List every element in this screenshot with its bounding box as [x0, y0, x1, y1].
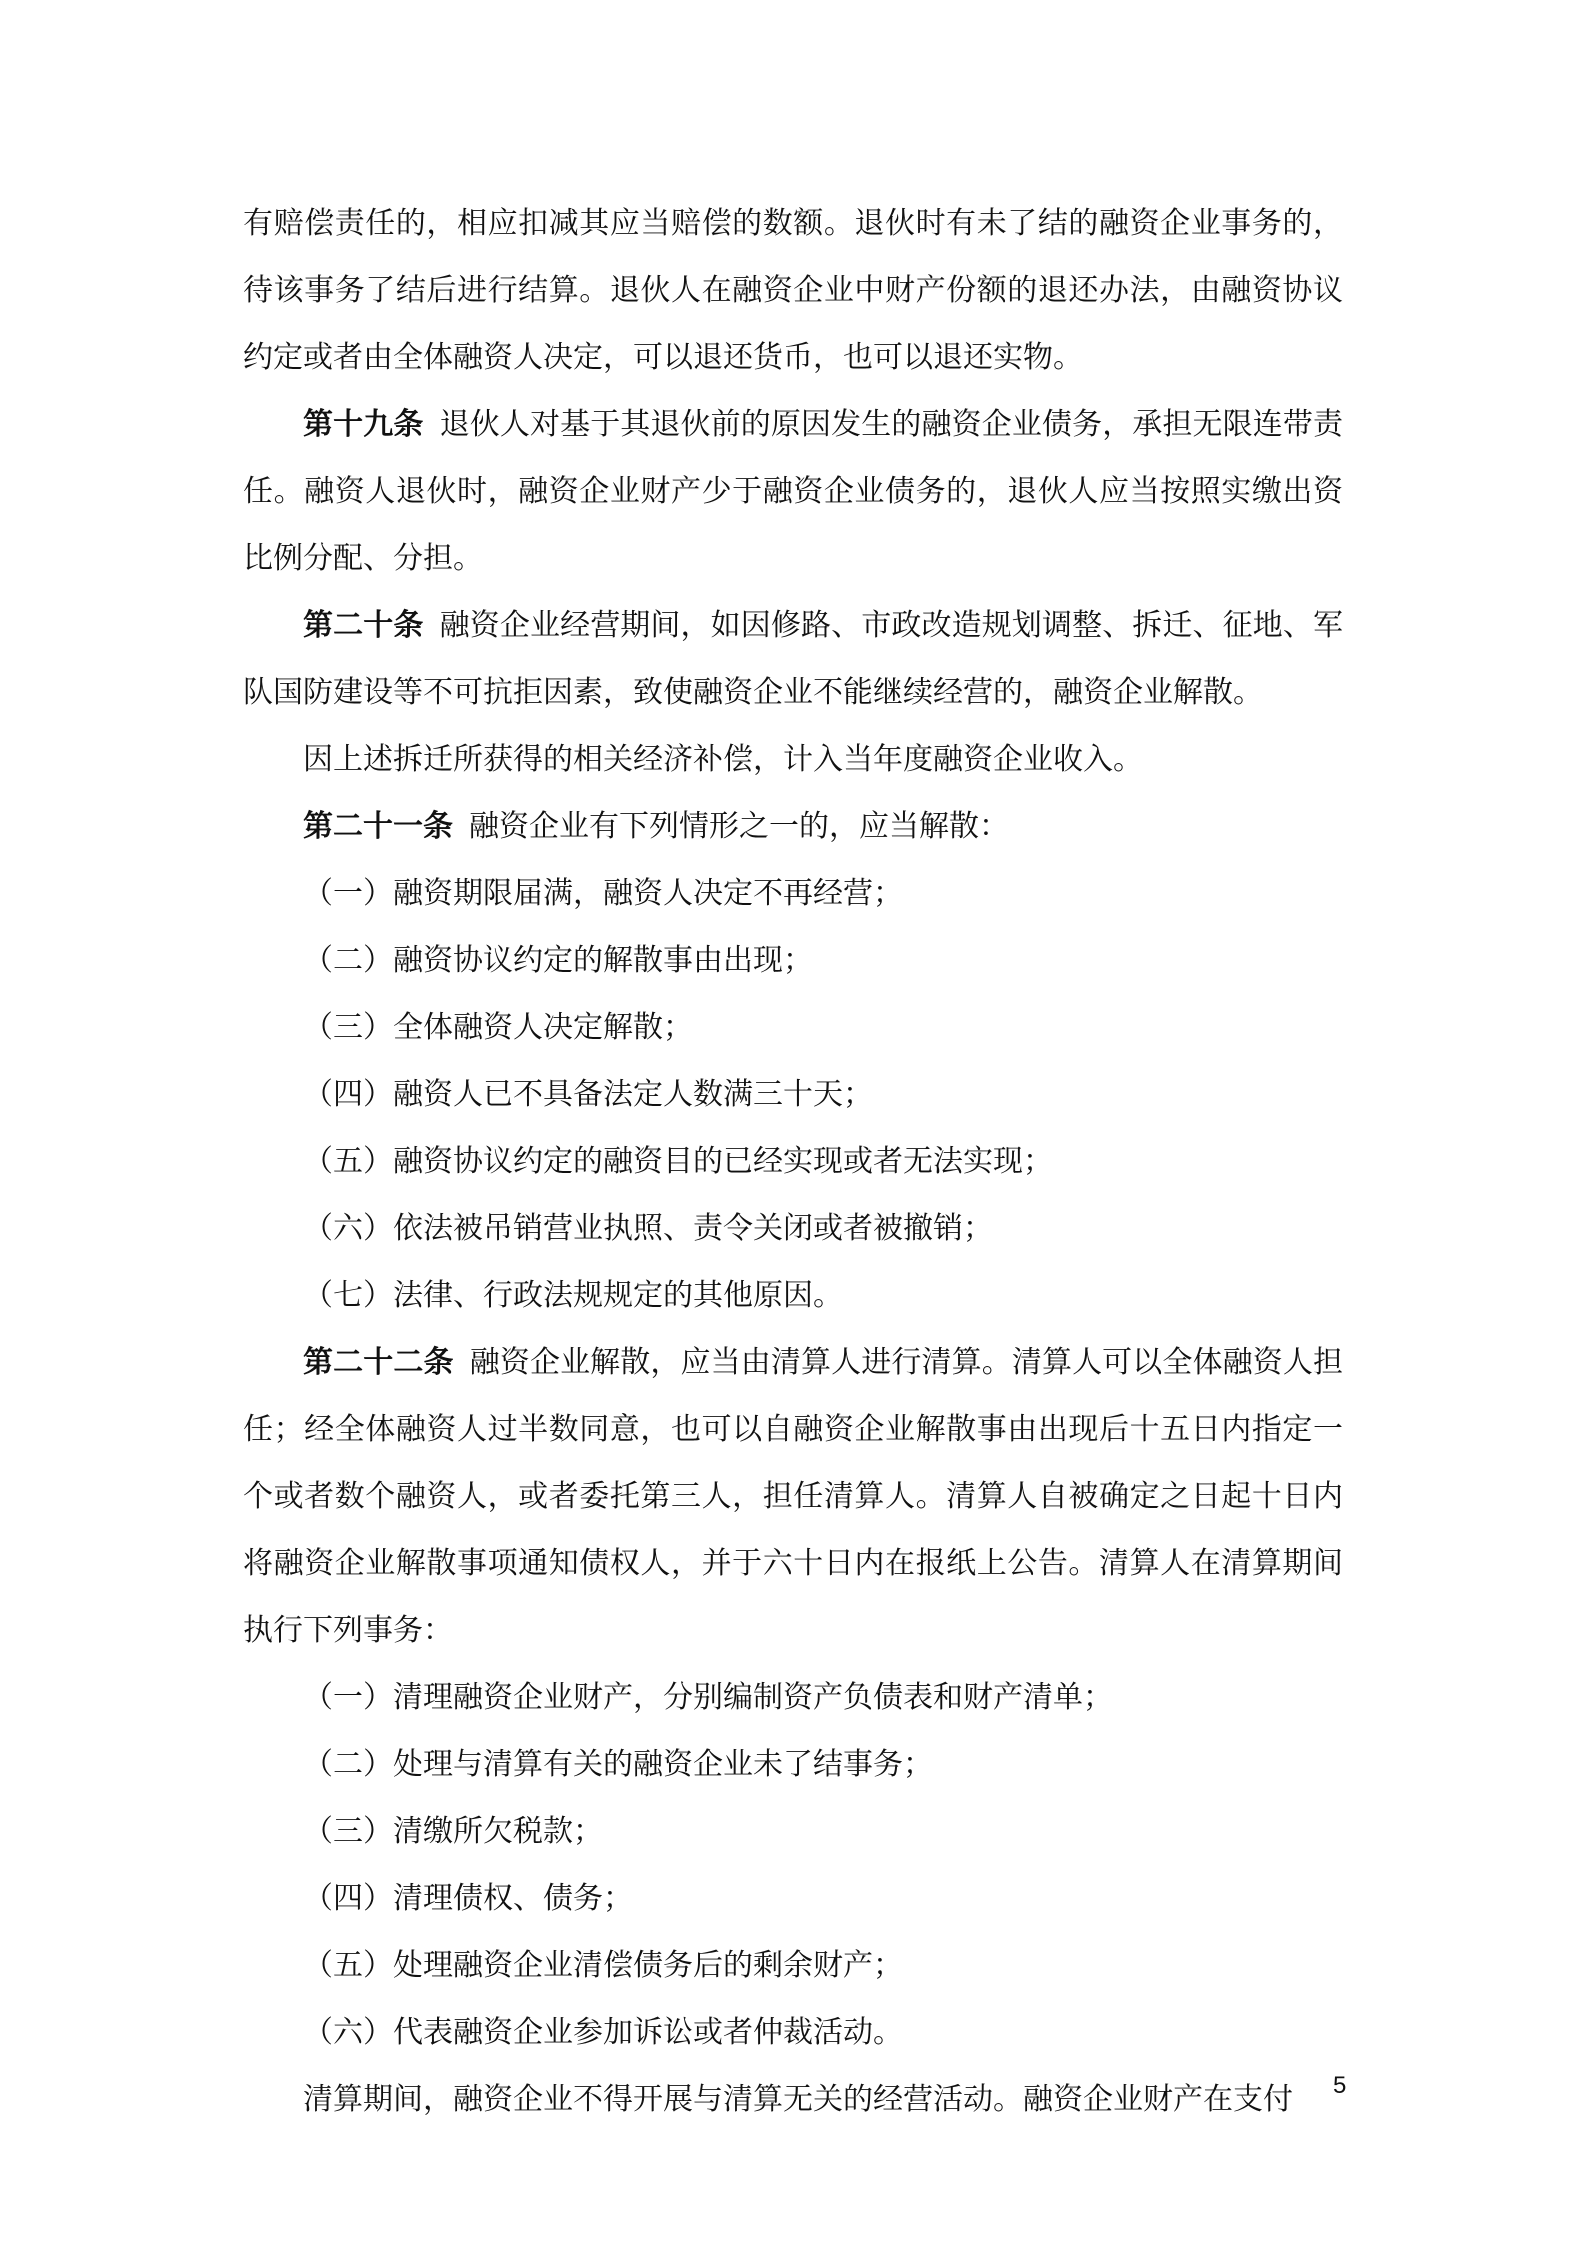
list-item-text: （五）融资协议约定的融资目的已经实现或者无法实现； — [303, 1144, 1053, 1179]
paragraph-text: 清算期间，融资企业不得开展与清算无关的经营活动。融资企业财产在支付 — [303, 2082, 1293, 2117]
list-item — [243, 860, 1343, 927]
list-item-text: （二）融资协议约定的解散事由出现； — [303, 943, 813, 978]
list-item — [243, 1061, 1343, 1128]
paragraph-liquidation-period — [243, 2066, 1343, 2133]
list-item-text: （五）处理融资企业清偿债务后的剩余财产； — [303, 1948, 903, 1983]
list-item-text: （七）法律、行政法规规定的其他原因。 — [303, 1278, 843, 1313]
page-number: 5 — [1333, 2072, 1347, 2099]
list-item-text: （六）代表融资企业参加诉讼或者仲裁活动。 — [303, 2015, 903, 2050]
paragraph-compensation — [243, 726, 1343, 793]
list-item — [243, 1798, 1343, 1865]
article-22 — [243, 1329, 1343, 1664]
paragraph-continuation — [243, 190, 1343, 391]
list-item — [243, 1128, 1343, 1195]
list-item-text: （四）清理债权、债务； — [303, 1881, 633, 1916]
document-body — [243, 190, 1343, 2133]
article-21 — [243, 793, 1343, 860]
list-item-text: （一）融资期限届满，融资人决定不再经营； — [303, 876, 903, 911]
list-item-text: （一）清理融资企业财产，分别编制资产负债表和财产清单； — [303, 1680, 1113, 1715]
article-title: 第十九条 — [303, 407, 424, 442]
paragraph-text: 融资企业有下列情形之一的，应当解散： — [469, 809, 1009, 844]
list-item — [243, 994, 1343, 1061]
list-item — [243, 1664, 1343, 1731]
paragraph-text: 退伙人对基于其退伙前的原因发生的融资企业债务，承担无限连带责任。融资人退伙时，融资企业财产少于融资企业债务的，退伙人应当按照实缴出资比例分配、分担。 — [243, 407, 1344, 576]
list-item-text: （六）依法被吊销营业执照、责令关闭或者被撤销； — [303, 1211, 993, 1246]
paragraph-text: 有赔偿责任的，相应扣减其应当赔偿的数额。退伙时有未了结的融资企业事务的，待该事务了结后进行结算。退伙人在融资企业中财产份额的退还办法，由融资协议约定或者由全体融资人决定，可以退还货币，也可以退还实物。 — [243, 206, 1343, 375]
list-item — [243, 1731, 1343, 1798]
list-item-text: （四）融资人已不具备法定人数满三十天； — [303, 1077, 873, 1112]
list-item — [243, 1262, 1343, 1329]
article-20 — [243, 592, 1343, 726]
list-item-text: （三）清缴所欠税款； — [303, 1814, 603, 1849]
list-item — [243, 1195, 1343, 1262]
paragraph-text: 融资企业解散，应当由清算人进行清算。清算人可以全体融资人担任；经全体融资人过半数同意，也可以自融资企业解散事由出现后十五日内指定一个或者数个融资人，或者委托第三人，担任清算人。清算人自被确定之日起十日内将融资企业解散事项通知债权人，并于六十日内在报纸上公告。清算人在清算期间执行下列事务： — [243, 1345, 1344, 1648]
list-item — [243, 1865, 1343, 1932]
list-item-text: （三）全体融资人决定解散； — [303, 1010, 693, 1045]
article-19 — [243, 391, 1343, 592]
list-item — [243, 1932, 1343, 1999]
article-title: 第二十二条 — [303, 1345, 454, 1380]
list-item — [243, 927, 1343, 994]
list-item — [243, 1999, 1343, 2066]
article-title: 第二十条 — [303, 608, 424, 643]
paragraph-text: 融资企业经营期间，如因修路、市政改造规划调整、拆迁、征地、军队国防建设等不可抗拒因素，致使融资企业不能继续经营的，融资企业解散。 — [243, 608, 1344, 710]
list-item-text: （二）处理与清算有关的融资企业未了结事务； — [303, 1747, 933, 1782]
article-title: 第二十一条 — [303, 809, 453, 844]
paragraph-text: 因上述拆迁所获得的相关经济补偿，计入当年度融资企业收入。 — [303, 742, 1143, 777]
